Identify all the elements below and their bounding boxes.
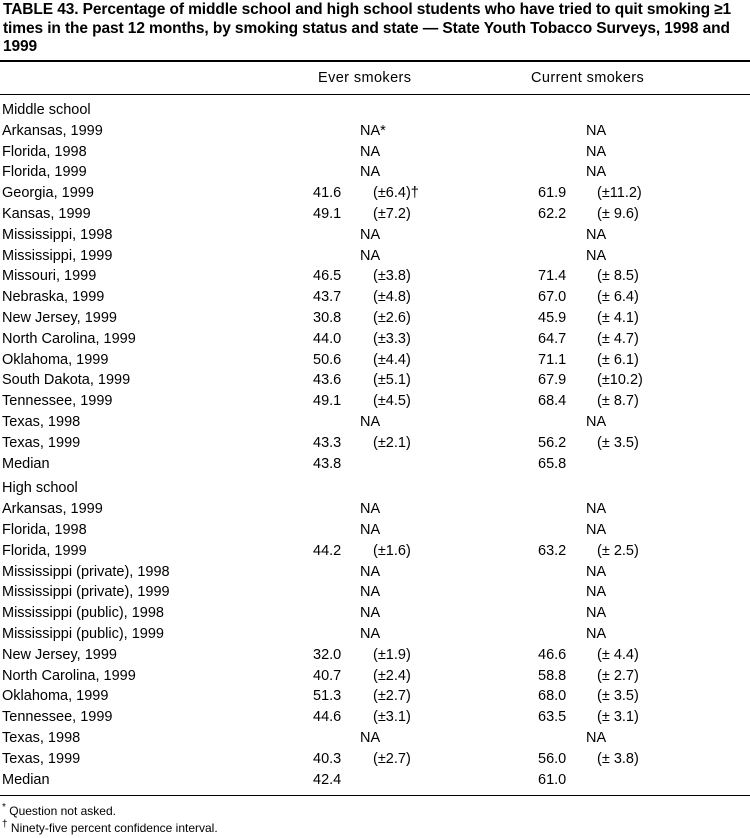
current-smokers-value: NA — [586, 522, 607, 538]
table-row — [0, 246, 750, 267]
current-smokers-ci: (± 2.5) — [597, 542, 639, 559]
current-smokers-value: NA — [586, 584, 607, 601]
footnote-symbol: † — [2, 819, 8, 830]
current-smokers-value: NA — [586, 605, 607, 622]
current-smokers-value: 64.7 — [538, 330, 567, 347]
current-smokers-value: 71.1 — [538, 351, 567, 368]
current-smokers-value: 67.0 — [538, 289, 567, 306]
ever-smokers-ci: (±4.4) — [373, 351, 411, 368]
current-smokers-ci: (± 3.5) — [597, 688, 639, 705]
ever-smokers-ci: (±2.7) — [373, 750, 411, 767]
table-row — [0, 308, 750, 329]
ever-smokers-value: NA — [360, 730, 381, 746]
state-year-label: Mississippi (private), 1999 — [2, 584, 170, 601]
ever-smokers-value: NA — [360, 605, 381, 622]
table-row — [0, 266, 750, 287]
current-smokers-ci: (± 3.8) — [597, 750, 639, 767]
ever-smokers-value: NA — [360, 414, 381, 430]
table-row — [0, 412, 750, 433]
table-row — [0, 225, 750, 246]
top-rule — [0, 60, 750, 62]
current-smokers-ci: (± 4.4) — [597, 646, 639, 663]
current-smokers-ci: (± 4.1) — [597, 310, 639, 326]
current-smokers-ci: (±11.2) — [597, 185, 642, 202]
ever-smokers-value: 43.7 — [313, 289, 342, 306]
header-rule — [0, 94, 750, 95]
ever-smokers-value: 44.6 — [313, 709, 342, 726]
ever-smokers-value: 40.7 — [313, 667, 342, 684]
ever-smokers-value: NA — [360, 247, 381, 264]
state-year-label: Mississippi (public), 1998 — [2, 605, 164, 622]
current-smokers-ci: (± 6.4) — [597, 289, 639, 306]
state-year-label: South Dakota, 1999 — [2, 372, 131, 389]
current-smokers-value: NA — [586, 626, 607, 642]
ever-smokers-value: 30.8 — [313, 310, 342, 326]
ever-smokers-value: NA — [360, 143, 381, 160]
ever-smokers-ci: (±3.1) — [373, 709, 411, 726]
bottom-rule — [0, 795, 750, 796]
footnote-symbol: * — [2, 802, 6, 813]
ever-smokers-ci: (±2.6) — [373, 310, 411, 326]
ever-smokers-ci: (±2.7) — [373, 688, 411, 705]
state-year-label: Mississippi (public), 1999 — [2, 626, 164, 642]
current-smokers-value: NA — [586, 730, 607, 746]
current-smokers-ci: (± 4.7) — [597, 330, 639, 347]
current-smokers-value: NA — [586, 143, 607, 160]
table-row — [0, 749, 750, 770]
current-smokers-value: 56.2 — [538, 434, 567, 451]
state-year-label: Arkansas, 1999 — [2, 122, 103, 139]
current-smokers-value: 61.9 — [538, 185, 567, 202]
state-year-label: North Carolina, 1999 — [2, 667, 136, 684]
state-year-label: Florida, 1998 — [2, 143, 87, 160]
state-year-label: Median — [2, 771, 50, 788]
footnote-text: Question not asked. — [9, 804, 116, 818]
state-year-label: Mississippi, 1999 — [2, 247, 113, 264]
state-year-label: Tennessee, 1999 — [2, 709, 113, 726]
column-header-current-smokers: Current smokers — [531, 70, 645, 86]
ever-smokers-value: NA — [360, 522, 381, 538]
table-row — [0, 350, 750, 371]
current-smokers-value: 63.2 — [538, 542, 567, 559]
current-smokers-value: 67.9 — [538, 372, 567, 389]
table-row — [0, 121, 750, 142]
table-row — [0, 183, 750, 204]
table-row — [0, 707, 750, 728]
current-smokers-ci: (± 8.5) — [597, 268, 639, 285]
state-year-label: Missouri, 1999 — [2, 268, 97, 285]
ever-smokers-value: 44.0 — [313, 330, 342, 347]
ever-smokers-value: NA — [360, 164, 381, 181]
state-year-label: Georgia, 1999 — [2, 185, 94, 202]
current-smokers-value: 63.5 — [538, 709, 567, 726]
footnote-text: Ninety-five percent confidence interval. — [10, 821, 218, 835]
current-smokers-value: 61.0 — [538, 771, 567, 788]
state-year-label: Texas, 1999 — [2, 750, 81, 767]
section-heading-label: High school — [2, 480, 78, 497]
table-row — [0, 541, 750, 562]
state-year-label: Median — [2, 455, 50, 472]
state-year-label: Florida, 1999 — [2, 542, 87, 559]
state-year-label: Mississippi, 1998 — [2, 226, 113, 243]
ever-smokers-ci: (±3.8) — [373, 268, 411, 285]
current-smokers-ci: (± 9.6) — [597, 206, 639, 222]
state-year-label: North Carolina, 1999 — [2, 330, 136, 347]
table-row — [0, 391, 750, 412]
ever-smokers-ci: (±6.4)† — [373, 185, 419, 202]
ever-smokers-value: 40.3 — [313, 750, 342, 767]
section-heading-label: Middle school — [2, 102, 91, 118]
current-smokers-value: 62.2 — [538, 206, 567, 222]
current-smokers-value: NA — [586, 501, 607, 518]
current-smokers-value: 46.6 — [538, 646, 567, 663]
current-smokers-value: 65.8 — [538, 455, 567, 472]
ever-smokers-ci: (±4.8) — [373, 289, 411, 306]
state-year-label: Texas, 1999 — [2, 434, 81, 451]
ever-smokers-ci: (±1.9) — [373, 646, 411, 663]
ever-smokers-ci: (±4.5) — [373, 393, 411, 410]
ever-smokers-value: 43.6 — [313, 372, 342, 389]
current-smokers-ci: (± 6.1) — [597, 351, 639, 368]
ever-smokers-value: NA — [360, 626, 381, 642]
current-smokers-value: NA — [586, 247, 607, 264]
ever-smokers-value: 42.4 — [313, 771, 342, 788]
current-smokers-value: 68.0 — [538, 688, 567, 705]
current-smokers-value: 71.4 — [538, 268, 567, 285]
current-smokers-value: NA — [586, 226, 607, 243]
median-row — [0, 770, 750, 791]
ever-smokers-ci: (±5.1) — [373, 372, 411, 389]
ever-smokers-value: 49.1 — [313, 393, 342, 410]
state-year-label: New Jersey, 1999 — [2, 646, 117, 663]
state-year-label: Florida, 1999 — [2, 164, 87, 181]
current-smokers-value: 58.8 — [538, 667, 567, 684]
state-year-label: Arkansas, 1999 — [2, 501, 103, 518]
ever-smokers-value: 51.3 — [313, 688, 342, 705]
current-smokers-ci: (± 8.7) — [597, 393, 639, 410]
section-heading — [0, 100, 750, 121]
ever-smokers-ci: (±2.4) — [373, 667, 411, 684]
current-smokers-ci: (±10.2) — [597, 372, 643, 389]
median-row — [0, 454, 750, 475]
current-smokers-value: 68.4 — [538, 393, 567, 410]
table-row — [0, 370, 750, 391]
table-row — [0, 624, 750, 645]
ever-smokers-value: 49.1 — [313, 206, 342, 222]
state-year-label: Oklahoma, 1999 — [2, 351, 109, 368]
table-row — [0, 142, 750, 163]
state-year-label: Texas, 1998 — [2, 730, 81, 746]
table-row — [0, 520, 750, 541]
ever-smokers-ci: (±7.2) — [373, 206, 411, 222]
state-year-label: Florida, 1998 — [2, 522, 87, 538]
ever-smokers-value: NA — [360, 501, 381, 518]
current-smokers-ci: (± 2.7) — [597, 667, 639, 684]
table-row — [0, 603, 750, 624]
table-row — [0, 287, 750, 308]
table-row — [0, 433, 750, 454]
table-row — [0, 499, 750, 520]
current-smokers-value: NA — [586, 122, 607, 139]
table-row — [0, 329, 750, 350]
table-row — [0, 582, 750, 603]
current-smokers-value: 56.0 — [538, 750, 567, 767]
current-smokers-value: NA — [586, 164, 607, 181]
current-smokers-ci: (± 3.1) — [597, 709, 639, 726]
current-smokers-value: NA — [586, 414, 607, 430]
ever-smokers-value: NA — [360, 584, 381, 601]
ever-smokers-value: 50.6 — [313, 351, 342, 368]
ever-smokers-value: 44.2 — [313, 542, 342, 559]
table-row — [0, 686, 750, 707]
footnote-confidence-interval — [2, 821, 218, 836]
table-title: TABLE 43. Percentage of middle school and high school students who have tried to quit smoking ≥1 times in the past 12 months, by smoking status and state — State Youth Tobacco Surveys, 1998 and 1999 — [3, 1, 732, 55]
current-smokers-value: 45.9 — [538, 310, 567, 326]
table-row — [0, 645, 750, 666]
ever-smokers-value: NA — [360, 226, 381, 243]
footnote-question-not-asked — [2, 804, 116, 819]
section-heading — [0, 478, 750, 499]
ever-smokers-ci: (±1.6) — [373, 542, 411, 559]
ever-smokers-value: NA — [360, 563, 381, 580]
state-year-label: Oklahoma, 1999 — [2, 688, 109, 705]
state-year-label: Tennessee, 1999 — [2, 393, 113, 410]
current-smokers-value: NA — [586, 563, 607, 580]
ever-smokers-value: 41.6 — [313, 185, 342, 202]
column-header-ever-smokers: Ever smokers — [318, 70, 412, 86]
table-row — [0, 204, 750, 225]
ever-smokers-value: 46.5 — [313, 268, 342, 285]
ever-smokers-value: NA* — [360, 122, 386, 139]
ever-smokers-value: 43.3 — [313, 434, 342, 451]
state-year-label: Nebraska, 1999 — [2, 289, 105, 306]
table-row — [0, 562, 750, 583]
table-row — [0, 162, 750, 183]
ever-smokers-ci: (±2.1) — [373, 434, 411, 451]
table-row — [0, 666, 750, 687]
state-year-label: New Jersey, 1999 — [2, 310, 117, 326]
state-year-label: Kansas, 1999 — [2, 206, 91, 222]
current-smokers-ci: (± 3.5) — [597, 434, 639, 451]
state-year-label: Mississippi (private), 1998 — [2, 563, 170, 580]
state-year-label: Texas, 1998 — [2, 414, 81, 430]
table-row — [0, 728, 750, 749]
ever-smokers-value: 43.8 — [313, 455, 342, 472]
ever-smokers-ci: (±3.3) — [373, 330, 411, 347]
ever-smokers-value: 32.0 — [313, 646, 342, 663]
